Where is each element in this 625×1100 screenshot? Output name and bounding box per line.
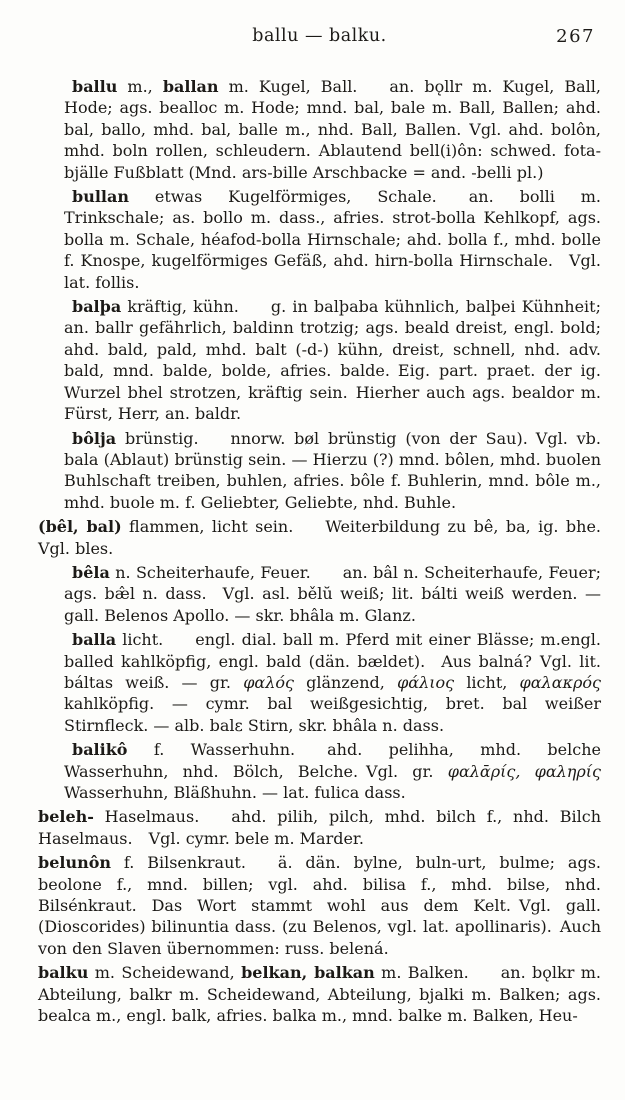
dictionary-entry [64,296,601,424]
entry-text: licht. engl. dial. ball m. Pferd mit einer Blässe; m.engl. balled kahlköpfig, engl. bald (dän. bældet). Aus balná? Vgl. lit. báltas weiß. — gr. [64,630,601,692]
headword: bullan [72,187,129,207]
headword: (bêl, bal) [38,517,122,537]
entry-text: m., [117,77,163,96]
entry-text: m. Kugel, Ball. an. bǫllr m. Kugel, Ball, Hode; ags. bealloc m. Hode; mnd. bal, bale m. Ball, Ballen; ahd. bal, ballo, mhd. bal, balle m., nhd. Ball, Ballen. Vgl. ahd. bolôn, mhd. boln rollen, schleudern. Ablautend bell(i)ôn: schwed. fota-bjälle Fußblatt (Mnd. ars-bille Arschbacke = and. -belli pl.) [64,77,602,182]
headword: belunôn [38,853,112,873]
page-number: 267 [556,26,595,47]
entry-text: n. Scheiterhaufe, Feuer. an. bâl n. Scheiterhaufe, Feuer; ags. bæ̂l n. dass. Vgl. asl. bělŭ weiß; lit. bálti weiß werden. — gall. Belenos Apollo. — skr. bhâla m. Glanz. [64,562,601,625]
dictionary-entry [64,428,601,514]
greek-text: φάλιος [397,672,455,692]
entry-text: Wasserhuhn, Bläßhuhn. — lat. fulica dass. [64,783,406,802]
greek-text: φαλᾱρίς, φαληρίς [447,761,602,781]
dictionary-entry [38,962,601,1026]
headword: belkan, balkan [241,963,375,983]
entry-text: brünstig. nnorw. bøl brünstig (von der Sau). Vgl. vb. bala (Ablaut) brünstig sein. — Hierzu (?) mnd. bôlen, mhd. buolen Buhlschaft treiben, buhlen, afries. bôle f. Buhlerin, mnd. bôle m., mhd. buole m. f. Geliebter, Geliebte, nhd. Buhle. [64,428,601,512]
dictionary-entry [64,739,601,803]
entry-text: licht, [454,672,520,692]
headword: balþa [72,297,122,317]
entry-text: kahlköpfig. — cymr. bal weißgesichtig, bret. bal weißer Stirnfleck. — alb. balε Stirn, skr. bhâla n. dass. [64,694,601,735]
dictionary-entry [38,806,601,849]
dictionary-entry [64,562,601,626]
dictionary-entry [38,852,601,959]
headword: beleh- [38,807,94,827]
running-head [38,26,601,52]
entry-text: glänzend, [293,672,398,692]
entry-text: f. Bilsenkraut. ä. dän. bylne, buln-urt, bulme; ags. beolone f., mnd. billen; vgl. ahd. bilisa f., mhd. bilse, nhd. Bilsénkraut. Das Wort stammt wohl aus dem Kelt. Vgl. gall. (Dioscorides) bilinuntia dass. (zu Belenos, vgl. lat. apollinaris). Auch von den Slaven übernommen: russ. belená. [38,853,601,958]
page-header-title: ballu — balku. [252,26,387,46]
headword: ballu [72,77,118,96]
headword: balla [72,630,117,650]
headword: balikô [72,740,128,760]
greek-text: φαλός [243,672,294,692]
dictionary-entry [64,76,601,183]
entry-text: Haselmaus. ahd. pilih, pilch, mhd. bilch f., nhd. Bilch Haselmaus. Vgl. cymr. bele m. Marder. [38,807,601,848]
entry-text: etwas Kugelförmiges, Schale. an. bolli m. Trinkschale; as. bollo m. dass., afries. strot-bolla Kehlkopf, ags. bolla m. Schale, héafod-bolla Hirnschale; ahd. bolla f., mhd. bolle f. Knospe, kugelförmiges Gefäß, ahd. hirn-bolla Hirnschale. Vgl. lat. follis. [64,187,601,292]
entry-text: m. Balken. an. bǫlkr m. Abteilung, balkr m. Scheidewand, Abteilung, bjalki m. Balken; ags. bealca m., engl. balk, afries. balka m., mnd. balke m. Balken, Heu- [38,963,601,1026]
dictionary-entries [38,76,601,1026]
headword: bêla [72,562,110,582]
headword: bôlja [72,428,117,448]
greek-text: φαλακρός [519,672,601,692]
entry-text: flammen, licht sein. Weiterbildung zu bê, ba, ig. bhe. Vgl. bles. [38,517,601,558]
entry-text: m. Scheidewand, [88,963,242,983]
headword: balku [38,963,89,983]
headword: ballan [162,77,219,96]
entry-text: kräftig, kühn. g. in balþaba kühnlich, balþei Kühnheit; an. ballr gefährlich, baldinn trotzig; ags. beald dreist, engl. bold; ahd. bald, pald, mhd. balt (-d-) kühn, dreist, schnell, nhd. adv. bald, mnd. balde, bolde, afries. balde. Eig. part. praet. der ig. Wurzel bhel strotzen, kräftig sein. Hierher auch ags. bealdor m. Fürst, Herr, an. baldr. [64,297,601,424]
dictionary-entry [64,186,601,293]
dictionary-entry [64,629,601,736]
entry-text: f. Wasserhuhn. ahd. pelihha, mhd. belche Wasserhuhn, nhd. Bölch, Belche. Vgl. gr. [64,740,601,781]
dictionary-entry [38,516,601,559]
